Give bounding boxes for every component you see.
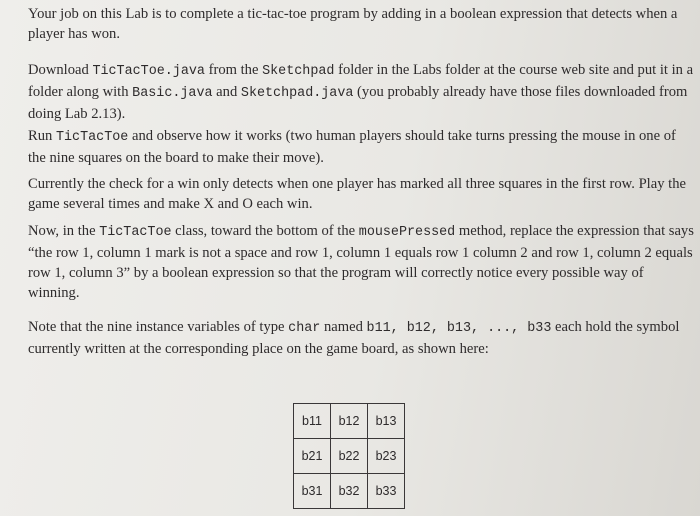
code-tictactoe-class: TicTacToe bbox=[99, 225, 172, 240]
replace-expression-paragraph bbox=[28, 221, 696, 303]
code-sketchpad: Sketchpad bbox=[262, 64, 335, 79]
current-check-paragraph: Currently the check for a win only detects when one player has marked all three squares in the first row. Play the game several times and make X and O each win. bbox=[28, 176, 686, 212]
text-segment: from the bbox=[204, 62, 263, 78]
board-cell-b31: b31 bbox=[294, 474, 331, 509]
text-segment: and bbox=[212, 84, 241, 100]
text-segment: each hold the symbol currently written at the corresponding place on the game board, as shown here: bbox=[28, 319, 680, 357]
code-variable-names: b11, b12, b13, ..., b33 bbox=[366, 321, 552, 336]
text-segment: folder in the Labs folder at the course web site and put it in a folder along with bbox=[28, 62, 694, 100]
board-cell-b23: b23 bbox=[368, 439, 405, 474]
code-tictactoe: TicTacToe bbox=[55, 130, 129, 145]
text-segment: Run bbox=[28, 128, 56, 144]
board-cell-b32: b32 bbox=[331, 474, 368, 509]
code-tictactoe-java: TicTacToe.java bbox=[92, 64, 205, 79]
text-segment: method, replace the expression that says “the row 1, column 1 mark is not a space and row 1, column 1 equals row 1 column 2 and row 1, column 2 equals row 1, column 3” by a boolean expression so that the program will correctly notice every possible way of winning. bbox=[28, 223, 694, 301]
text-segment: (you probably already have those files downloaded from doing Lab 2.13). bbox=[28, 84, 688, 122]
run-paragraph bbox=[28, 126, 696, 168]
instance-variables-paragraph bbox=[28, 317, 696, 359]
board-cell-b13: b13 bbox=[368, 404, 405, 439]
board-cell-b21: b21 bbox=[294, 439, 331, 474]
text-segment: and observe how it works (two human players should take turns pressing the mouse in one of the nine squares on the board to make their move). bbox=[28, 128, 676, 166]
intro-paragraph: Your job on this Lab is to complete a tic-tac-toe program by adding in a boolean expression that detects when a player has won. bbox=[28, 6, 678, 42]
code-mousepressed: mousePressed bbox=[358, 225, 456, 240]
board-cell-b33: b33 bbox=[368, 474, 405, 509]
tic-tac-toe-board bbox=[293, 403, 405, 509]
text-segment: Now, in the bbox=[28, 223, 100, 239]
board-row bbox=[294, 439, 405, 474]
board-cell-b22: b22 bbox=[331, 439, 368, 474]
download-paragraph bbox=[28, 60, 696, 124]
text-segment: class, toward the bottom of the bbox=[171, 223, 359, 239]
board-cell-b11: b11 bbox=[294, 404, 331, 439]
text-segment: Note that the nine instance variables of type bbox=[28, 319, 289, 335]
text-segment: Download bbox=[28, 62, 93, 78]
board-row bbox=[294, 404, 405, 439]
code-char: char bbox=[288, 321, 321, 336]
code-basic-java: Basic.java bbox=[132, 86, 213, 101]
text-segment: named bbox=[320, 319, 367, 335]
board-cell-b12: b12 bbox=[331, 404, 368, 439]
board-row bbox=[294, 474, 405, 509]
code-sketchpad-java: Sketchpad.java bbox=[240, 86, 354, 101]
